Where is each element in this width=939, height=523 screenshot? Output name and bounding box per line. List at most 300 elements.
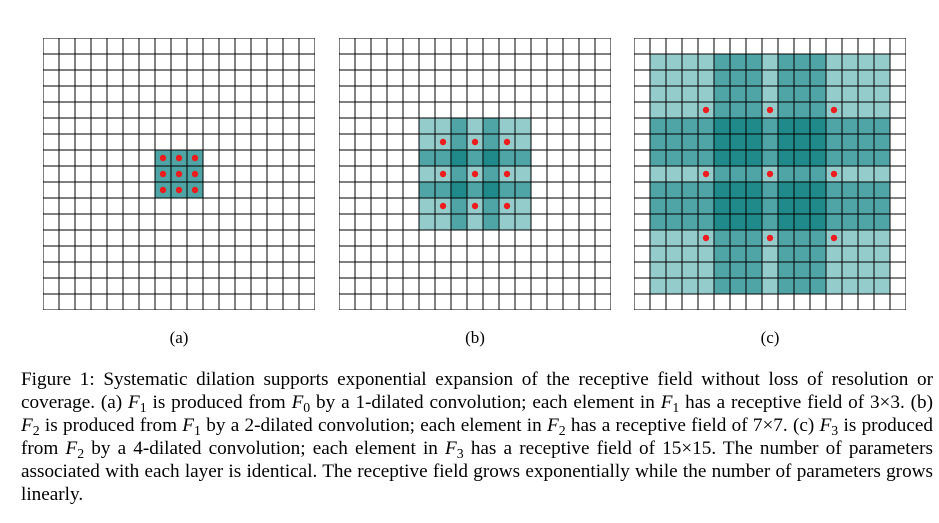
kernel-tap-dot (504, 171, 510, 177)
receptive-field-cell (858, 182, 874, 198)
receptive-field-cell (874, 86, 890, 102)
receptive-field-cell (682, 86, 698, 102)
receptive-field-cell (810, 214, 826, 230)
kernel-tap-dot (472, 171, 478, 177)
caption-text: has a receptive field of 7×7. (c) (565, 415, 820, 436)
receptive-field-cell (858, 54, 874, 70)
receptive-field-cell (419, 118, 435, 134)
math-f3: $F_3$ (445, 438, 464, 462)
receptive-field-cell (730, 118, 746, 134)
receptive-field-cell (858, 118, 874, 134)
receptive-field-cell (842, 118, 858, 134)
panel-a-label: (a) (169, 328, 189, 347)
receptive-field-cell (714, 70, 730, 86)
receptive-field-cell (762, 182, 778, 198)
receptive-field-cell (467, 118, 483, 134)
receptive-field-cell (682, 118, 698, 134)
receptive-field-cell (858, 278, 874, 294)
receptive-field-cell (842, 262, 858, 278)
receptive-field-cell (666, 54, 682, 70)
receptive-field-cell (499, 214, 515, 230)
receptive-field-cell (746, 198, 762, 214)
receptive-field-cell (451, 182, 467, 198)
receptive-field-cell (714, 230, 730, 246)
receptive-field-cell (874, 102, 890, 118)
kernel-tap-dot (192, 171, 198, 177)
receptive-field-cell (419, 182, 435, 198)
receptive-field-cell (682, 246, 698, 262)
caption-text: has a receptive field of 15×15. The number of parameters associated with each layer is identical. The receptive field grows exponentially while the number of parameters grows linearly. (21, 438, 933, 505)
receptive-field-cell (666, 214, 682, 230)
caption-text: is produced from (39, 415, 183, 436)
receptive-field-cell (842, 166, 858, 182)
receptive-field-cell (778, 150, 794, 166)
receptive-field-cell (730, 198, 746, 214)
receptive-field-cell (842, 102, 858, 118)
receptive-field-cell (762, 118, 778, 134)
kernel-tap-dot (176, 171, 182, 177)
receptive-field-cell (698, 150, 714, 166)
receptive-field-cell (762, 70, 778, 86)
receptive-field-cell (842, 86, 858, 102)
receptive-field-cell (515, 214, 531, 230)
receptive-field-cell (682, 230, 698, 246)
grid-a-svg (43, 38, 315, 310)
receptive-field-cell (874, 278, 890, 294)
grid-c-svg (634, 38, 906, 310)
receptive-field-cell (666, 70, 682, 86)
receptive-field-cell (746, 166, 762, 182)
receptive-field-cell (778, 214, 794, 230)
receptive-field-cell (858, 102, 874, 118)
receptive-field-cell (483, 198, 499, 214)
receptive-field-cell (762, 54, 778, 70)
receptive-field-cell (778, 230, 794, 246)
receptive-field-cell (682, 150, 698, 166)
receptive-field-cell (794, 198, 810, 214)
receptive-field-cell (794, 246, 810, 262)
receptive-field-cell (762, 278, 778, 294)
receptive-field-cell (826, 150, 842, 166)
receptive-field-cell (714, 118, 730, 134)
receptive-field-cell (826, 182, 842, 198)
receptive-field-cell (746, 246, 762, 262)
receptive-field-cell (810, 86, 826, 102)
receptive-field-cell (682, 198, 698, 214)
receptive-field-cell (698, 198, 714, 214)
grid-b-svg (339, 38, 611, 310)
receptive-field-cell (682, 214, 698, 230)
receptive-field-cell (666, 262, 682, 278)
receptive-field-cell (419, 134, 435, 150)
receptive-field-cell (762, 246, 778, 262)
receptive-field-cell (794, 278, 810, 294)
receptive-field-cell (746, 70, 762, 86)
receptive-field-cell (419, 198, 435, 214)
receptive-field-cell (714, 134, 730, 150)
receptive-field-cell (682, 262, 698, 278)
receptive-field-cell (483, 166, 499, 182)
receptive-field-cell (730, 262, 746, 278)
kernel-tap-dot (504, 139, 510, 145)
receptive-field-cell (682, 70, 698, 86)
panel-c-grid (634, 38, 906, 310)
receptive-field-cell (714, 150, 730, 166)
receptive-field-cell (682, 102, 698, 118)
receptive-field-cell (874, 70, 890, 86)
receptive-field-cell (730, 230, 746, 246)
receptive-field-cell (794, 118, 810, 134)
receptive-field-cell (650, 246, 666, 262)
receptive-field-cell (730, 70, 746, 86)
receptive-field-cell (826, 278, 842, 294)
panel-b-label: (b) (465, 328, 485, 347)
receptive-field-cell (451, 198, 467, 214)
receptive-field-cell (730, 278, 746, 294)
receptive-field-cell (515, 150, 531, 166)
caption-text: is produced from (146, 392, 292, 413)
math-f1: $F_1$ (128, 392, 147, 416)
panel-b-grid (339, 38, 611, 310)
kernel-tap-dot (767, 107, 773, 113)
receptive-field-cell (650, 278, 666, 294)
kernel-tap-dot (440, 171, 446, 177)
caption-text: by a 1-dilated convolution; each element in (310, 392, 661, 413)
receptive-field-cell (778, 262, 794, 278)
receptive-field-cell (746, 102, 762, 118)
kernel-tap-dot (440, 139, 446, 145)
receptive-field-cell (714, 166, 730, 182)
receptive-field-cell (730, 54, 746, 70)
receptive-field-cell (842, 54, 858, 70)
receptive-field-cell (794, 150, 810, 166)
panel-c-label: (c) (760, 328, 780, 347)
receptive-field-cell (810, 102, 826, 118)
receptive-field-cell (650, 198, 666, 214)
receptive-field-cell (714, 246, 730, 262)
caption-text: by a 2-dilated convolution; each element in (200, 415, 547, 436)
receptive-field-cell (826, 70, 842, 86)
receptive-field-cell (698, 246, 714, 262)
caption-text: is produced from (21, 415, 933, 459)
receptive-field-cell (515, 182, 531, 198)
panel-a-grid (43, 38, 315, 310)
receptive-field-cell (746, 278, 762, 294)
kernel-tap-dot (472, 203, 478, 209)
receptive-field-cell (730, 246, 746, 262)
kernel-tap-dot (176, 187, 182, 193)
kernel-tap-dot (831, 107, 837, 113)
receptive-field-cell (778, 246, 794, 262)
receptive-field-cell (435, 182, 451, 198)
receptive-field-cell (874, 214, 890, 230)
receptive-field-cell (515, 166, 531, 182)
receptive-field-cell (682, 166, 698, 182)
receptive-field-cell (650, 182, 666, 198)
receptive-field-cell (858, 198, 874, 214)
receptive-field-cell (666, 198, 682, 214)
receptive-field-cell (858, 246, 874, 262)
receptive-field-cell (874, 230, 890, 246)
receptive-field-cell (842, 134, 858, 150)
receptive-field-cell (451, 166, 467, 182)
receptive-field-cell (650, 118, 666, 134)
receptive-field-cell (778, 86, 794, 102)
receptive-field-cell (746, 134, 762, 150)
receptive-field-cell (810, 278, 826, 294)
receptive-field-cell (842, 70, 858, 86)
receptive-field-cell (746, 118, 762, 134)
receptive-field-cell (730, 102, 746, 118)
math-f1: $F_1$ (182, 415, 201, 439)
kernel-tap-dot (831, 171, 837, 177)
receptive-field-cell (650, 102, 666, 118)
receptive-field-cell (698, 134, 714, 150)
receptive-field-cell (698, 278, 714, 294)
receptive-field-cell (483, 214, 499, 230)
receptive-field-cell (810, 198, 826, 214)
receptive-field-cell (762, 214, 778, 230)
receptive-field-cell (451, 134, 467, 150)
receptive-field-cell (778, 102, 794, 118)
kernel-tap-dot (472, 139, 478, 145)
kernel-tap-dot (703, 107, 709, 113)
receptive-field-cell (650, 214, 666, 230)
receptive-field-cell (826, 198, 842, 214)
math-f0: $F_0$ (291, 392, 311, 416)
receptive-field-cell (714, 278, 730, 294)
receptive-field-cell (810, 54, 826, 70)
receptive-field-cell (714, 198, 730, 214)
kernel-tap-dot (160, 155, 166, 161)
receptive-field-cell (730, 86, 746, 102)
kernel-tap-dot (504, 203, 510, 209)
receptive-field-cell (746, 214, 762, 230)
receptive-field-cell (810, 262, 826, 278)
receptive-field-cell (666, 278, 682, 294)
caption-text: has a receptive field of 3×3. (b) (679, 392, 933, 413)
receptive-field-cell (499, 182, 515, 198)
receptive-field-cell (826, 118, 842, 134)
receptive-field-cell (698, 182, 714, 198)
receptive-field-cell (650, 166, 666, 182)
receptive-field-cell (874, 182, 890, 198)
kernel-tap-dot (831, 235, 837, 241)
receptive-field-cell (682, 134, 698, 150)
receptive-field-cell (746, 230, 762, 246)
receptive-field-cell (794, 54, 810, 70)
receptive-field-cell (666, 246, 682, 262)
receptive-field-cell (874, 262, 890, 278)
receptive-field-cell (746, 86, 762, 102)
receptive-field-cell (467, 182, 483, 198)
kernel-tap-dot (160, 171, 166, 177)
receptive-field-cell (682, 182, 698, 198)
receptive-field-cell (810, 118, 826, 134)
receptive-field-cell (778, 118, 794, 134)
receptive-field-cell (794, 262, 810, 278)
receptive-field-cell (778, 70, 794, 86)
math-f2: $F_2$ (65, 438, 85, 462)
receptive-field-cell (842, 278, 858, 294)
receptive-field-cell (714, 262, 730, 278)
receptive-field-cell (666, 182, 682, 198)
receptive-field-cell (730, 166, 746, 182)
receptive-field-cell (714, 182, 730, 198)
receptive-field-cell (874, 198, 890, 214)
receptive-field-cell (650, 262, 666, 278)
receptive-field-cell (858, 262, 874, 278)
receptive-field-cell (842, 246, 858, 262)
receptive-field-cell (714, 214, 730, 230)
receptive-field-cell (874, 150, 890, 166)
receptive-field-cell (778, 182, 794, 198)
receptive-field-cell (499, 118, 515, 134)
receptive-field-cell (419, 150, 435, 166)
receptive-field-cell (778, 278, 794, 294)
receptive-field-cell (483, 118, 499, 134)
receptive-field-cell (874, 134, 890, 150)
math-f2: $F_2$ (546, 415, 566, 439)
figure-caption (21, 368, 933, 506)
receptive-field-cell (515, 134, 531, 150)
receptive-field-cell (810, 246, 826, 262)
receptive-field-cell (483, 182, 499, 198)
receptive-field-cell (842, 230, 858, 246)
receptive-field-cell (842, 150, 858, 166)
receptive-field-cell (794, 230, 810, 246)
receptive-field-cell (698, 214, 714, 230)
receptive-field-cell (858, 150, 874, 166)
receptive-field-cell (858, 214, 874, 230)
receptive-field-cell (451, 118, 467, 134)
receptive-field-cell (666, 86, 682, 102)
receptive-field-cell (842, 198, 858, 214)
receptive-field-cell (762, 86, 778, 102)
receptive-field-cell (858, 86, 874, 102)
receptive-field-cell (762, 150, 778, 166)
receptive-field-cell (467, 214, 483, 230)
receptive-field-cell (794, 214, 810, 230)
kernel-tap-dot (703, 171, 709, 177)
receptive-field-cell (858, 230, 874, 246)
kernel-tap-dot (160, 187, 166, 193)
caption-text: by a 4-dilated convolution; each element in (84, 438, 446, 459)
receptive-field-cell (515, 198, 531, 214)
receptive-field-cell (874, 118, 890, 134)
receptive-field-cell (810, 166, 826, 182)
kernel-tap-dot (192, 155, 198, 161)
receptive-field-cell (826, 246, 842, 262)
receptive-field-cell (794, 134, 810, 150)
receptive-field-cell (778, 166, 794, 182)
receptive-field-cell (826, 86, 842, 102)
kernel-tap-dot (703, 235, 709, 241)
receptive-field-cell (842, 214, 858, 230)
receptive-field-cell (762, 262, 778, 278)
receptive-field-cell (794, 86, 810, 102)
receptive-field-cell (778, 134, 794, 150)
math-f3: $F_3$ (819, 415, 839, 439)
receptive-field-cell (435, 214, 451, 230)
receptive-field-cell (650, 86, 666, 102)
receptive-field-cell (666, 102, 682, 118)
receptive-field-cell (451, 150, 467, 166)
receptive-field-cell (714, 54, 730, 70)
receptive-field-cell (810, 70, 826, 86)
receptive-field-cell (794, 182, 810, 198)
receptive-field-cell (778, 54, 794, 70)
receptive-field-cell (698, 262, 714, 278)
receptive-field-cell (650, 230, 666, 246)
receptive-field-cell (810, 230, 826, 246)
receptive-field-cell (698, 54, 714, 70)
receptive-field-cell (730, 214, 746, 230)
receptive-field-cell (826, 54, 842, 70)
receptive-field-cell (419, 214, 435, 230)
receptive-field-cell (666, 230, 682, 246)
kernel-tap-dot (767, 235, 773, 241)
receptive-field-cell (826, 262, 842, 278)
receptive-field-cell (762, 134, 778, 150)
receptive-field-cell (810, 134, 826, 150)
receptive-field-cell (650, 54, 666, 70)
receptive-field-cell (666, 118, 682, 134)
receptive-field-cell (483, 150, 499, 166)
receptive-field-cell (826, 214, 842, 230)
receptive-field-cell (698, 118, 714, 134)
receptive-field-cell (650, 70, 666, 86)
math-f2: $F_2$ (21, 415, 40, 439)
receptive-field-cell (746, 182, 762, 198)
kernel-tap-dot (440, 203, 446, 209)
receptive-field-cell (730, 182, 746, 198)
caption-text: Systematic dilation supports exponential expansion of the receptive field without loss of resolution or coverage. (a) (21, 369, 933, 413)
receptive-field-cell (842, 182, 858, 198)
receptive-field-cell (467, 150, 483, 166)
math-f1: $F_1$ (660, 392, 680, 416)
receptive-field-cell (730, 150, 746, 166)
receptive-field-cell (682, 54, 698, 70)
receptive-field-cell (515, 118, 531, 134)
receptive-field-cell (826, 134, 842, 150)
receptive-field-cell (666, 150, 682, 166)
receptive-field-cell (794, 102, 810, 118)
receptive-field-cell (746, 54, 762, 70)
receptive-field-cell (435, 118, 451, 134)
receptive-field-cell (794, 166, 810, 182)
receptive-field-cell (698, 70, 714, 86)
receptive-field-cell (762, 198, 778, 214)
receptive-field-cell (746, 150, 762, 166)
kernel-tap-dot (176, 155, 182, 161)
kernel-tap-dot (192, 187, 198, 193)
receptive-field-cell (650, 134, 666, 150)
receptive-field-cell (874, 246, 890, 262)
receptive-field-cell (858, 134, 874, 150)
receptive-field-cell (810, 182, 826, 198)
receptive-field-cell (419, 166, 435, 182)
receptive-field-cell (451, 214, 467, 230)
receptive-field-cell (698, 86, 714, 102)
receptive-field-cell (810, 150, 826, 166)
receptive-field-cell (874, 166, 890, 182)
figure-label: Figure 1: (21, 369, 95, 390)
receptive-field-cell (666, 134, 682, 150)
receptive-field-cell (794, 70, 810, 86)
receptive-field-cell (858, 166, 874, 182)
receptive-field-cell (858, 70, 874, 86)
